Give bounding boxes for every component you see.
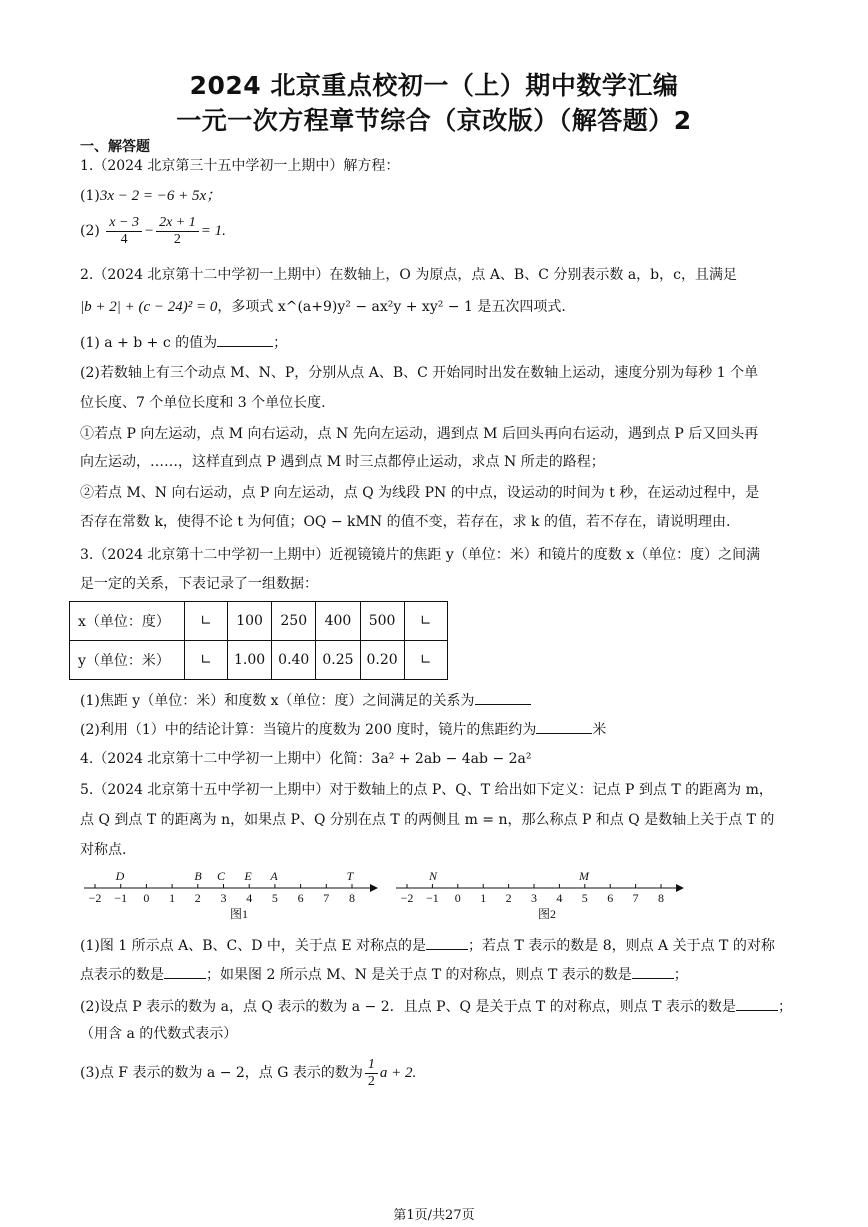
q3-part2 xyxy=(80,719,606,740)
table-cell: 1.00 xyxy=(228,641,272,680)
axis-tick-label: 1 xyxy=(169,891,176,905)
fig1-caption: 图1 xyxy=(230,907,249,921)
table-cell: 250 xyxy=(272,602,316,641)
q2-condition-expr: |b + 2| + (c − 24)² = 0 xyxy=(80,299,218,315)
table-cell: 0.40 xyxy=(272,641,316,680)
axis-tick-label: 6 xyxy=(297,891,304,905)
q1-part2-label: (2) xyxy=(80,223,100,239)
q3-line2: 足一定的关系，下表记录了一组数据： xyxy=(80,576,318,592)
q2-sub2-line2: 否存在常数 k，使得不论 t 为何值；OQ − kMN 的值不变，若存在，求 k 的值，若不存在，请说明理由. xyxy=(80,514,731,530)
q3-part1 xyxy=(80,690,531,711)
table-cell: x（单位：度） xyxy=(70,602,185,641)
q5-line3: 对称点. xyxy=(80,842,127,858)
answer-blank[interactable] xyxy=(426,935,468,950)
point-label: D xyxy=(115,869,125,883)
q2-part2-line1: (2)若数轴上有三个动点 M、N、P，分别从点 A、B、C 开始同时出发在数轴上运动，速度分别为每秒 1 个单 xyxy=(80,365,759,381)
q3-part2-unit: 米 xyxy=(592,722,607,738)
q5-part1-line1 xyxy=(80,935,775,956)
fig2-caption: 图2 xyxy=(538,907,557,921)
table-cell: ∟ xyxy=(185,602,228,641)
q1-fraction-2-denominator: 2 xyxy=(173,231,181,247)
answer-blank[interactable] xyxy=(632,964,674,979)
q2-part1-end: ； xyxy=(273,335,288,351)
axis-tick-label: 1 xyxy=(480,891,487,905)
axis-tick-label: 8 xyxy=(349,891,355,905)
axis-tick-label: 6 xyxy=(607,891,614,905)
q5-part2-line2: （用含 a 的代数式表示） xyxy=(80,1026,238,1042)
table-cell: ∟ xyxy=(404,602,447,641)
q1-part1-equation: 3x − 2 = −6 + 5x； xyxy=(99,188,222,204)
q1-fraction-2-numerator: 2x + 1 xyxy=(156,215,199,232)
point-label: M xyxy=(579,869,589,883)
q2-polynomial-text: ，多项式 x^(a+9)y² − ax²y + xy² − 1 是五次四项式. xyxy=(217,299,566,315)
q2-part2-line2: 位长度、7 个单位长度和 3 个单位长度. xyxy=(80,395,326,411)
q5-part1-text-d: ；如果图 2 所示点 M、N 是关于点 T 的对称点，则点 T 表示的数是 xyxy=(206,967,632,983)
q3-line1: 3.（2024 北京第十二中学初一上期中）近视镜镜片的焦距 y（单位：米）和镜片的度数 x（单位：度）之间满 xyxy=(80,547,761,563)
table-cell: 400 xyxy=(316,602,360,641)
q1-intro: 1.（2024 北京第三十五中学初一上期中）解方程： xyxy=(80,158,400,174)
q5-part2-text: (2)设点 P 表示的数为 a，点 Q 表示的数为 a − 2．且点 P、Q 是关于点 T 的对称点，则点 T 表示的数是 xyxy=(80,999,736,1015)
q5-part1-text-c: 点表示的数是 xyxy=(80,967,164,983)
q5-part3 xyxy=(80,1056,416,1090)
q5-part1-end: ； xyxy=(673,967,688,983)
q5-part3-numerator: 1 xyxy=(365,1057,378,1074)
table-cell: 500 xyxy=(360,602,404,641)
q1-fraction-1-numerator: x − 3 xyxy=(106,215,142,232)
table-cell: ∟ xyxy=(185,641,228,680)
table-cell: 0.20 xyxy=(360,641,404,680)
point-label: A xyxy=(270,869,278,883)
q3-data-table xyxy=(69,601,448,680)
q1-fraction-1-denominator: 4 xyxy=(120,231,128,247)
q2-part1 xyxy=(80,332,287,353)
q2-sub1-line1: ①若点 P 向左运动，点 M 向右运动，点 N 先向左运动，遇到点 M 后回头再向右运动，遇到点 P 后又回头再 xyxy=(80,426,759,442)
axis-tick-label: 5 xyxy=(271,891,278,905)
q1-fraction-2 xyxy=(156,215,199,248)
q1-minus-sign: − xyxy=(143,223,155,239)
axis-tick-label: 3 xyxy=(531,891,537,905)
q5-part3-expr: a + 2. xyxy=(379,1065,417,1081)
axis-tick-label: 2 xyxy=(505,891,512,905)
point-label: N xyxy=(428,869,438,883)
q1-part1 xyxy=(80,186,221,206)
axis-tick-label: 0 xyxy=(143,891,150,905)
fig2-axis-arrow xyxy=(676,884,684,892)
table-row xyxy=(70,602,448,641)
answer-blank[interactable] xyxy=(736,996,778,1011)
axis-tick-label: 2 xyxy=(194,891,201,905)
answer-blank[interactable] xyxy=(475,690,531,705)
q5-part3-denominator: 2 xyxy=(367,1073,375,1089)
axis-tick-label: 7 xyxy=(632,891,639,905)
q4-text: 4.（2024 北京第十二中学初一上期中）化简：3a² + 2ab − 4ab − 2a² xyxy=(80,751,532,767)
point-label: T xyxy=(346,869,354,883)
q2-sub2-line1: ②若点 M、N 向右运动，点 P 向左运动，点 Q 为线段 PN 的中点，设运动的时间为 t 秒，在运动过程中，是 xyxy=(80,485,760,501)
axis-tick-label: −2 xyxy=(88,891,102,905)
doc-title-line2: 一元一次方程章节综合（京改版）（解答题）2 xyxy=(176,106,692,135)
table-cell: 0.25 xyxy=(316,641,360,680)
table-cell: 100 xyxy=(228,602,272,641)
q5-line1: 5.（2024 北京第十五中学初一上期中）对于数轴上的点 P、Q、T 给出如下定义：记点 P 到点 T 的距离为 m， xyxy=(80,782,773,798)
section-heading: 一、解答题 xyxy=(80,139,150,155)
answer-blank[interactable] xyxy=(164,964,206,979)
q2-line1: 2.（2024 北京第十二中学初一上期中）在数轴上，O 为原点，点 A、B、C 分别表示数 a，b，c，且满足 xyxy=(80,267,737,283)
doc-title-line1: 2024 北京重点校初一（上）期中数学汇编 xyxy=(189,71,679,100)
q5-part1-line2 xyxy=(80,964,688,985)
q5-part2-line1 xyxy=(80,996,792,1017)
axis-tick-label: 3 xyxy=(220,891,227,905)
q1-part1-label: (1) xyxy=(80,188,100,204)
answer-blank[interactable] xyxy=(536,719,592,734)
axis-tick-label: 8 xyxy=(658,891,664,905)
q3-part1-text: (1)焦距 y（单位：米）和度数 x（单位：度）之间满足的关系为 xyxy=(80,693,475,709)
q1-part2 xyxy=(80,214,226,248)
point-label: C xyxy=(216,869,226,883)
q1-equals-one: = 1. xyxy=(200,223,226,239)
q5-part2-end: ； xyxy=(777,999,792,1015)
axis-tick-label: 0 xyxy=(454,891,461,905)
q5-part1-text-b: ；若点 T 表示的数是 8，则点 A 关于点 T 的对称 xyxy=(468,938,775,954)
table-row xyxy=(70,641,448,680)
point-label: E xyxy=(244,869,252,883)
axis-tick-label: 5 xyxy=(581,891,588,905)
axis-tick-label: −2 xyxy=(400,891,414,905)
q5-part3-text: (3)点 F 表示的数为 a − 2，点 G 表示的数为 xyxy=(80,1065,363,1081)
q1-fraction-1 xyxy=(106,215,142,248)
q5-part1-text-a: (1)图 1 所示点 A、B、C、D 中，关于点 E 对称点的是 xyxy=(80,938,426,954)
fig1-axis-arrow xyxy=(370,884,378,892)
q5-part3-fraction xyxy=(365,1057,378,1090)
axis-tick-label: −1 xyxy=(114,891,128,905)
q2-part1-text: (1) a + b + c 的值为 xyxy=(80,335,218,351)
page-footer: 第1页/共27页 xyxy=(393,1208,475,1223)
table-cell: y（单位：米） xyxy=(70,641,185,680)
axis-tick-label: 4 xyxy=(556,891,563,905)
point-label: B xyxy=(194,869,202,883)
axis-tick-label: 4 xyxy=(246,891,253,905)
axis-tick-label: 7 xyxy=(323,891,330,905)
q3-part2-text: (2)利用（1）中的结论计算：当镜片的度数为 200 度时，镜片的焦距约为 xyxy=(80,722,537,738)
table-cell: ∟ xyxy=(404,641,447,680)
q5-number-line-figures xyxy=(78,866,698,926)
q5-line2: 点 Q 到点 T 的距离为 n，如果点 P、Q 分别在点 T 的两侧且 m = n，那么称点 P 和点 Q 是数轴上关于点 T 的 xyxy=(80,812,775,828)
q2-line2 xyxy=(80,297,566,317)
axis-tick-label: −1 xyxy=(426,891,439,905)
answer-blank[interactable] xyxy=(217,332,273,347)
q2-sub1-line2: 向左运动，……，这样直到点 P 遇到点 M 时三点都停止运动，求点 N 所走的路程； xyxy=(80,454,605,470)
